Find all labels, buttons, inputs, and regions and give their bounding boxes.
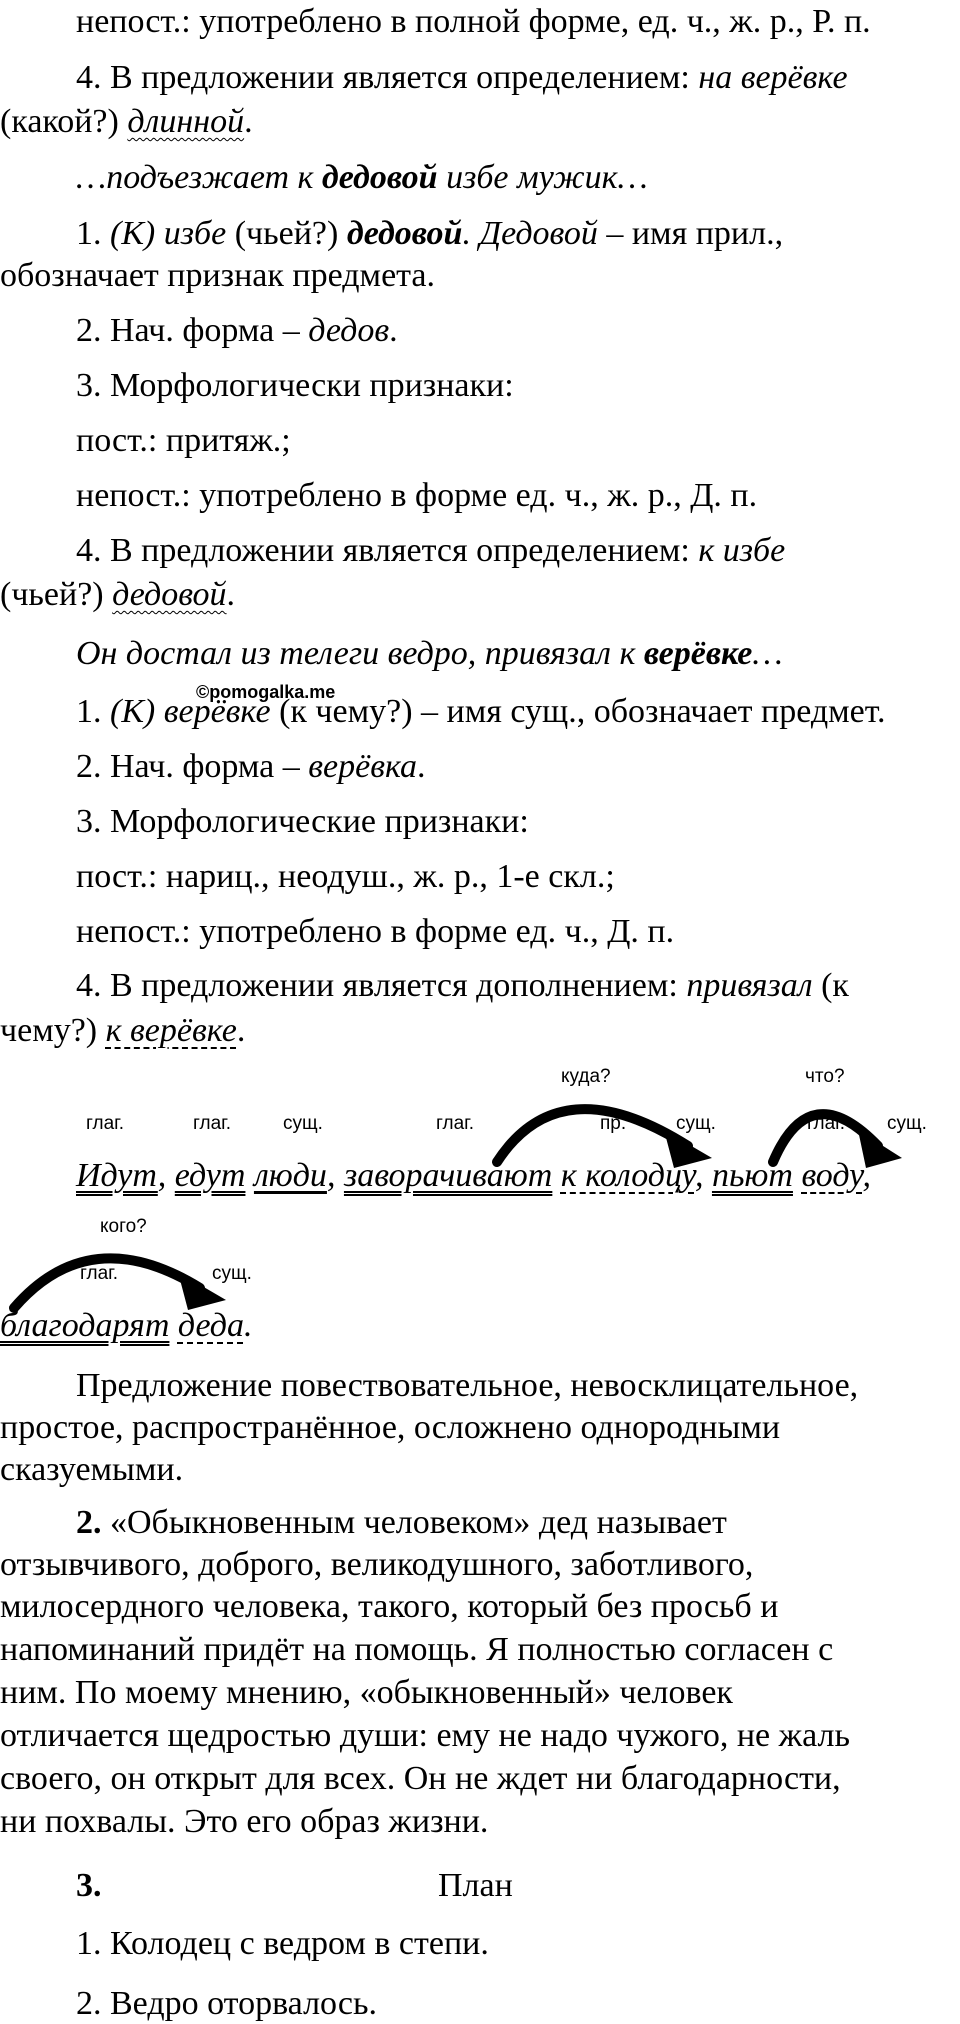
line-text: непост.: употреблено в форме ед. ч., Д. п.	[76, 913, 675, 950]
question-label: куда?	[561, 1066, 611, 1087]
line-text: непост.: употреблено в полной форме, ед. ч., ж. р., Р. п.	[76, 3, 871, 40]
text-line	[0, 1759, 841, 1799]
line-text: (какой?)	[0, 103, 128, 140]
text-line	[0, 1630, 833, 1670]
line-text: ни похвалы. Это его образ жизни.	[0, 1803, 489, 1840]
text-line	[76, 1503, 727, 1543]
punct: .	[389, 312, 398, 349]
object-word: воду	[801, 1157, 863, 1194]
section-number: 2.	[76, 1504, 102, 1541]
predicate-word: Идут	[76, 1157, 158, 1194]
punct: ,	[862, 1157, 871, 1194]
punct: .	[236, 1012, 246, 1049]
line-text: отзывчивого, доброго, великодушного, заботливого,	[0, 1546, 754, 1583]
line-text: . Дедовой	[462, 215, 598, 252]
line-text: – имя прил.,	[597, 215, 784, 252]
parsed-word: дедовой	[346, 215, 463, 252]
watermark: ©pomogalka.me	[196, 682, 336, 702]
line-text: Предложение повествовательное, невосклицательное,	[76, 1367, 859, 1404]
line-text: сказуемыми.	[0, 1451, 184, 1488]
example-phrase: на верёвке	[698, 59, 848, 96]
section-number: 3.	[76, 1867, 102, 1904]
parsed-sentence-line	[0, 1306, 252, 1346]
line-text: ним. По моему мнению, «обыкновенный» человек	[0, 1674, 733, 1711]
line-text: 1.	[76, 693, 110, 730]
text-line	[0, 1450, 183, 1490]
question-label: кого?	[100, 1216, 147, 1237]
pos-label: глаг.	[86, 1113, 125, 1134]
line-text: верёвка	[308, 748, 418, 785]
line-text: …	[752, 635, 783, 672]
subject-word: люди	[253, 1157, 327, 1194]
pos-label: глаг.	[193, 1113, 232, 1134]
line-text: обозначает признак предмета.	[0, 257, 436, 294]
line-text: пост.: нариц., неодуш., ж. р., 1-е скл.;	[76, 858, 615, 895]
plan-title: План	[438, 1867, 513, 1904]
parsed-sentence-line	[76, 1156, 871, 1196]
pos-label: глаг.	[436, 1113, 475, 1134]
parsed-word: дедовой	[321, 159, 438, 196]
line-text: (чьей?)	[226, 215, 347, 252]
predicate-word: едут	[174, 1157, 246, 1194]
text-line	[0, 1716, 850, 1756]
line-text: избе мужик…	[437, 159, 648, 196]
punct: ,	[326, 1157, 344, 1194]
object-word: к верёвке	[105, 1012, 237, 1049]
question-label: что?	[805, 1066, 845, 1087]
line-text: 3. Морфологически признаки:	[76, 367, 514, 404]
line-text: (К) избе	[110, 215, 227, 252]
line-text: …подъезжает к	[76, 159, 322, 196]
line-text: милосердного человека, такого, который без просьб и	[0, 1588, 779, 1625]
punct: .	[243, 1307, 253, 1344]
punct: .	[244, 103, 253, 140]
line-text: 3. Морфологические признаки:	[76, 803, 529, 840]
pos-label: глаг.	[80, 1263, 119, 1284]
object-word: деда	[177, 1307, 244, 1344]
line-text: своего, он открыт для всех. Он не ждет ни благодарности,	[0, 1760, 841, 1797]
line-text: 4. В предложении является определением:	[76, 59, 699, 96]
line-text: 1.	[76, 215, 110, 252]
line-text: простое, распространённое, осложнено однородными	[0, 1409, 781, 1446]
pos-label: глаг.	[807, 1113, 846, 1134]
plan-item: 1. Колодец с ведром в степи.	[76, 1925, 489, 1962]
pos-label: сущ.	[212, 1263, 252, 1284]
text-line	[0, 1545, 753, 1585]
punct: ,	[157, 1157, 175, 1194]
line-text: (к чему?) – имя сущ., обозначает предмет.	[270, 693, 886, 730]
text-line	[0, 1802, 488, 1842]
line-text: чему?)	[0, 1012, 106, 1049]
definition-word: дедовой	[112, 576, 227, 613]
arrow-curve	[497, 1109, 688, 1162]
adverbial-word: к колодцу	[560, 1157, 695, 1194]
parsed-word: верёвке	[643, 635, 753, 672]
line-text: привязал	[686, 967, 813, 1004]
punct: .	[417, 748, 426, 785]
predicate-word: заворачивают	[343, 1157, 553, 1194]
pos-label: сущ.	[283, 1113, 323, 1134]
line-text: «Обыкновенным человеком» дед называет	[101, 1504, 727, 1541]
line-text: 2. Нач. форма –	[76, 312, 309, 349]
text-line	[0, 1587, 778, 1627]
line-text: (К) верёвке	[110, 693, 271, 730]
text-line	[0, 1673, 733, 1713]
punct: .	[226, 576, 236, 613]
pos-label: сущ.	[676, 1113, 716, 1134]
line-text: дедов	[308, 312, 390, 349]
pos-label: пр.	[600, 1113, 627, 1134]
text-line	[76, 1366, 858, 1406]
line-text: пост.: притяж.;	[76, 422, 291, 459]
line-text: непост.: употреблено в форме ед. ч., ж. р., Д. п.	[76, 477, 758, 514]
line-text: 4. В предложении является определением:	[76, 532, 699, 569]
predicate-word: пьют	[711, 1157, 793, 1194]
line-text: 4. В предложении является дополнением:	[76, 967, 687, 1004]
pos-label: сущ.	[887, 1113, 927, 1134]
line-text: (чьей?)	[0, 576, 113, 613]
definition-word: длинной	[127, 103, 245, 140]
text-line	[0, 1408, 780, 1448]
plan-item: 2. Ведро оторвалось.	[76, 1985, 377, 2022]
punct: ,	[694, 1157, 712, 1194]
predicate-word: благодарят	[0, 1307, 170, 1344]
line-text: отличается щедростью души: ему не надо чужого, не жаль	[0, 1717, 850, 1754]
line-text: (к	[812, 967, 849, 1004]
line-text: 2. Нач. форма –	[76, 748, 309, 785]
line-text: к избе	[698, 532, 786, 569]
line-text: Он достал из телеги ведро, привязал к	[76, 635, 644, 672]
line-text: напоминаний придёт на помощь. Я полностью согласен с	[0, 1631, 834, 1668]
